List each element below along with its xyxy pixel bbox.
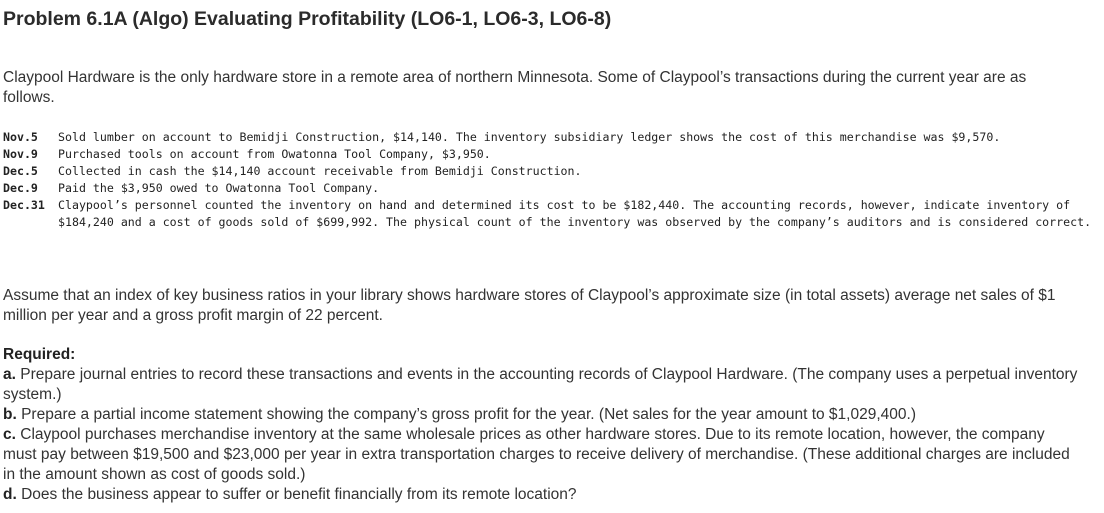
- requirement-letter: b.: [3, 406, 17, 423]
- requirement-b: [3, 405, 1078, 425]
- transaction-date: Dec.5: [3, 164, 38, 178]
- transaction-row: [3, 197, 1093, 231]
- transaction-description: Sold lumber on account to Bemidji Construction, $14,140. The inventory subsidiary ledger shows the cost of this merchandise was $9,570.: [58, 130, 1001, 144]
- problem-title: Problem 6.1A (Algo) Evaluating Profitability (LO6-1, LO6-3, LO6-8): [3, 8, 612, 30]
- requirement-text: Prepare a partial income statement showing the company’s gross profit for the year. (Net sales for the year amount to $1,029,400.): [21, 406, 916, 423]
- requirement-letter: a.: [3, 366, 16, 383]
- requirement-text: Claypool purchases merchandise inventory at the same wholesale prices as other hardware stores. Due to its remote location, however, the company must pay between $19,500 and $23,000 per year in extra transportation charges to receive delivery of merchandise. (These additional charges are included in the amount shown as cost of goods sold.): [3, 426, 1070, 483]
- transaction-date: Dec.31: [3, 198, 45, 212]
- required-heading: Required:: [3, 346, 76, 363]
- requirement-text: Prepare journal entries to record these transactions and events in the accounting records of Claypool Hardware. (The company uses a perpetual inventory system.): [3, 366, 1078, 403]
- transaction-description: Collected in cash the $14,140 account receivable from Bemidji Construction.: [58, 164, 582, 178]
- requirement-letter: d.: [3, 486, 17, 503]
- requirement-d: [3, 485, 1078, 505]
- requirement-c: [3, 425, 1078, 485]
- requirement-letter: c.: [3, 426, 16, 443]
- transaction-date: Dec.9: [3, 181, 38, 195]
- transaction-date: Nov.9: [3, 147, 38, 161]
- transaction-description: Claypool’s personnel counted the inventory on hand and determined its cost to be $182,440. The accounting records, however, indicate inventory of $184,240 and a cost of goods sold of $699,992. The physical count of the inventory was observed by the company’s auditors and is considered correct.: [58, 198, 1092, 229]
- transaction-row: [3, 180, 1093, 197]
- required-section: [3, 345, 1078, 505]
- transaction-row: [3, 146, 1093, 163]
- transaction-description: Paid the $3,950 owed to Owatonna Tool Company.: [58, 181, 380, 195]
- transaction-list: [3, 129, 1093, 231]
- transaction-row: [3, 163, 1093, 180]
- transaction-date: Nov.5: [3, 130, 38, 144]
- requirement-text: Does the business appear to suffer or benefit financially from its remote location?: [21, 486, 577, 503]
- transaction-row: [3, 129, 1093, 146]
- requirement-a: [3, 365, 1078, 405]
- assumption-paragraph: Assume that an index of key business ratios in your library shows hardware stores of Claypool’s approximate size (in total assets) average net sales of $1 million per year and a gross profit margin of 22 percent.: [3, 287, 1056, 324]
- intro-paragraph: Claypool Hardware is the only hardware store in a remote area of northern Minnesota. Some of Claypool’s transactions during the current year are as follows.: [3, 69, 1027, 106]
- transaction-description: Purchased tools on account from Owatonna Tool Company, $3,950.: [58, 147, 491, 161]
